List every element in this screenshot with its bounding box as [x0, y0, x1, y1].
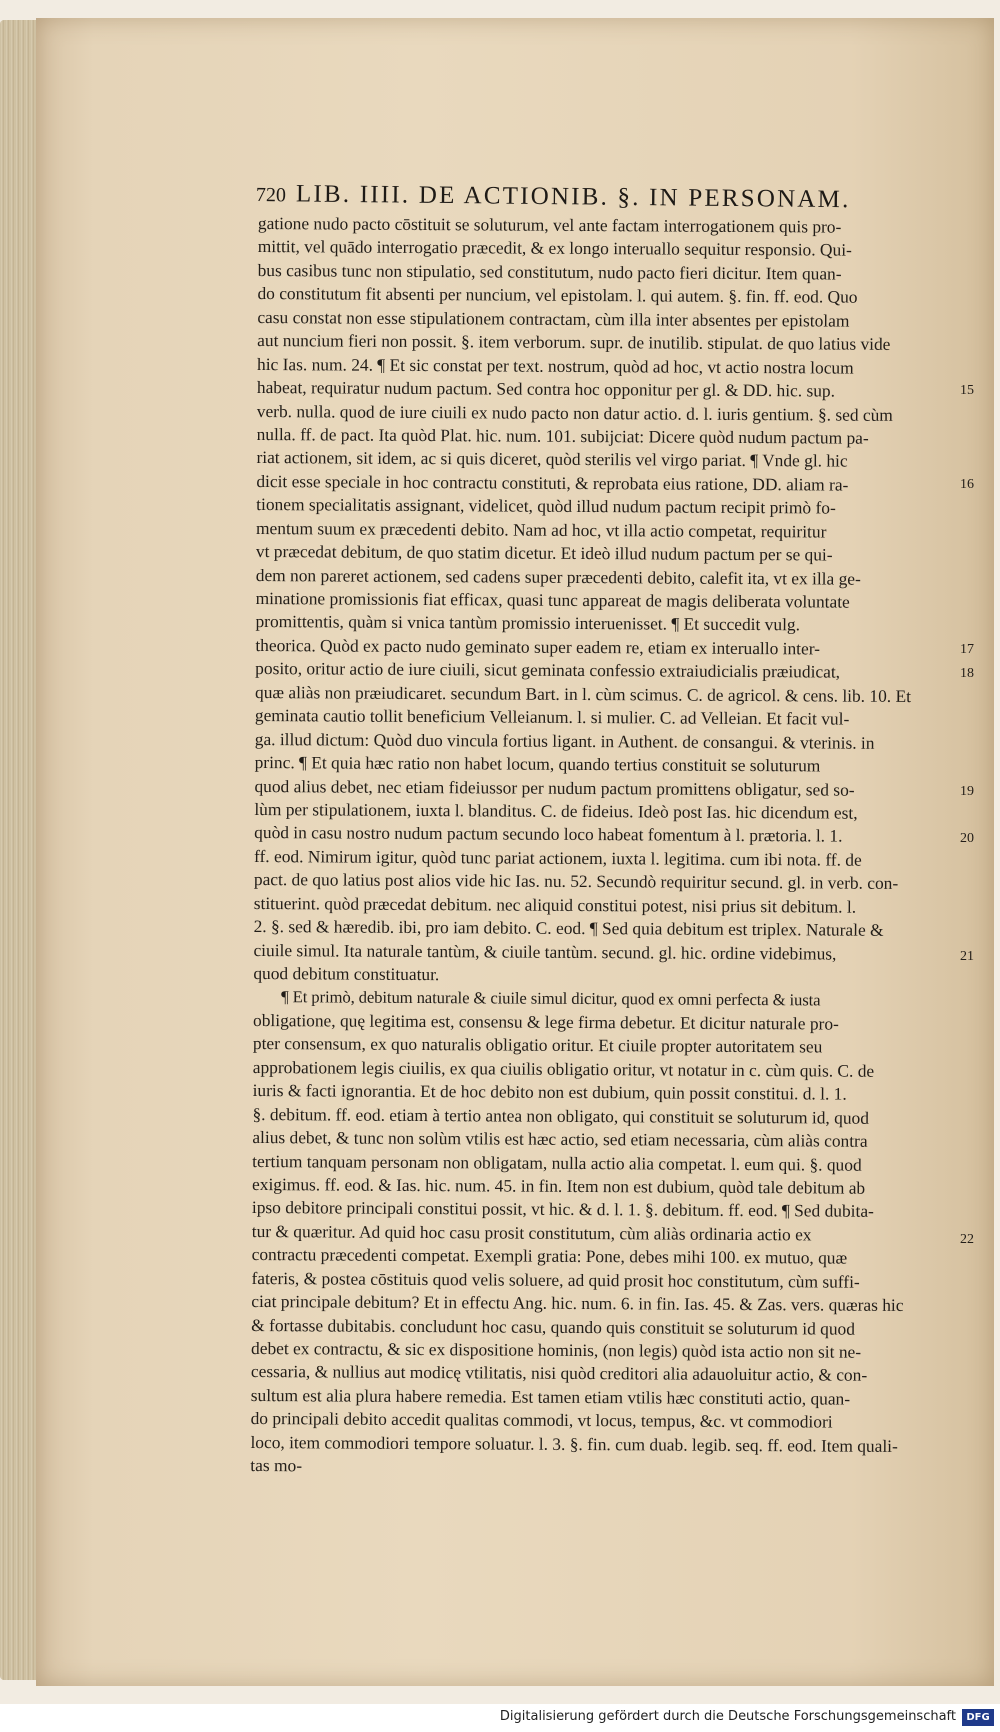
text-line: pact. de quo latius post alios vide hic Ias. nu. 52. Secundò requiritur secund. gl. in verb. con-: [253, 869, 899, 894]
text-line: tionem specialitatis assignant, videlicet, quòd illud nudum pactum recipit primò fo-: [256, 494, 836, 518]
text-line: ga. illud dictum: Quòd duo vincula fortius ligant. in Authent. de consangui. & vterinis. in: [254, 728, 875, 753]
text-line: gatione nudo pacto cōstituit se soluturum, vel ante factam interrogationem quis pro-: [257, 212, 842, 237]
text-line: lùm per stipulationem, iuxta l. blanditus. C. de fideius. Ideò post Ias. hic dicendum est,: [254, 798, 858, 823]
text-line: mittit, vel quādo interrogatio præcedit, & ex longo interuallo sequitur responsio. Qui-: [257, 236, 852, 261]
margin-number: 17: [960, 642, 974, 658]
text-line: cessaria, & nullius aut modicę vtilitatis, nisi quòd creditori alia adauoluitur actio, & con-: [250, 1361, 868, 1386]
dfg-logo: DFG: [962, 1709, 994, 1726]
running-title: LIB. IIII. DE ACTIONIB. §. IN PERSONAM.: [295, 180, 851, 214]
text-line: ipso debitore principali constitui possit, vt hic. & d. l. 1. §. debitum. ff. eod. ¶ Sed dubita-: [251, 1197, 874, 1222]
text-line: riat actionem, sit idem, ac si quis diceret, quòd sterilis vel virgo pariat. ¶ Vnde gl. hic: [256, 447, 848, 471]
text-line: debet ex contractu, & sic ex dispositione hominis, (non legis) quòd ista actio non sit ne-: [250, 1337, 862, 1362]
text-line: theorica. Quòd ex pacto nudo geminato super eadem re, etiam ex interuallo inter-: [255, 634, 821, 659]
text-line: nulla. ff. de pact. Ita quòd Plat. hic. num. 101. subijciat: Dicere quòd nudum pactum pa-: [256, 423, 869, 448]
text-line: habeat, requiratur nudum pactum. Sed contra hoc opponitur per gl. & DD. hic. sup.: [256, 377, 836, 401]
text-line: dem non pareret actionem, sed cadens super præcedenti debito, calefit ita, vt ex illa ge-: [255, 564, 861, 589]
text-line: approbationem legis ciuilis, ex qua ciuilis obligatio oritur, vt notatur in c. cùm quis. C. de: [252, 1056, 875, 1081]
text-line: ff. eod. Nimirum igitur, quòd tunc pariat actionem, iuxta l. legitima. cum ibi nota. ff. de: [254, 845, 862, 870]
text-line: stituerint. quòd præcedat debitum. nec aliquid constitui potest, nisi prius sit debitum. l.: [253, 892, 857, 917]
text-line: geminata cautio tollit beneficium Velleianum. l. si mulier. C. ad Velleian. Et facit vul-: [254, 705, 850, 729]
margin-number: 20: [960, 830, 974, 846]
text-line: posito, oritur actio de iure ciuili, sicut geminata confessio extraiudicialis præiudicat,: [255, 658, 841, 682]
text-line: tas mo-: [250, 1455, 303, 1476]
text-line: princ. ¶ Et quia hæc ratio non habet locum, quando tertius constituit se soluturum: [254, 752, 821, 776]
footer-bar: [0, 1704, 1000, 1732]
text-line: mentum suum ex præcedenti debito. Nam ad hoc, vt illa actio competat, requiritur: [256, 517, 827, 542]
margin-number: 22: [960, 1231, 974, 1247]
text-line: pter consensum, ex quo naturalis obligatio oritur. Et ciuile propter autoritatem seu: [252, 1033, 823, 1057]
text-line: sultum est alia plura habere remedia. Est tamen etiam vtilis hæc constituti actio, quan-: [250, 1384, 851, 1409]
margin-number: 21: [960, 948, 974, 964]
margin-number: 16: [960, 477, 974, 493]
margin-number: 18: [960, 665, 974, 681]
text-line: iuris & facti ignorantia. Et de hoc debito non est dubium, quin possit constitui. d. l. 1.: [252, 1080, 847, 1104]
margin-number: 15: [960, 382, 974, 398]
text-line: contractu præcedenti competat. Exempli gratia: Pone, debes mihi 100. ex mutuo, quæ: [251, 1244, 848, 1268]
text-line: quod alius debet, nec etiam fideiussor per nudum pactum promittens obligatur, sed so-: [254, 775, 855, 800]
text-line: quod debitum constituatur.: [253, 962, 440, 985]
text-line: loco, item commodiori tempore soluatur. l. 3. §. fin. cum duab. legib. seq. ff. eod. Item quali-: [250, 1431, 898, 1456]
text-line: verb. nulla. quod de iure ciuili ex nudo pacto non datur actio. d. l. iuris gentium. §. sed cùm: [256, 400, 893, 425]
text-line: exigimus. ff. eod. & Ias. hic. num. 45. in fin. Item non est dubium, quòd tale debitum ab: [252, 1173, 866, 1198]
body-text: [250, 212, 958, 1482]
text-line: ciat principale debitum? Et in effectu Ang. hic. num. 6. in fin. Ias. 45. & Zas. vers. quæras hic: [251, 1291, 904, 1316]
text-line: quòd in casu nostro nudum pactum secundo loco habeat fomentum à l. prætoria. l. 1.: [254, 822, 843, 846]
text-line: ciuile simul. Ita naturale tantùm, & ciuile tantùm. secund. gl. hic. ordine videbimus,: [253, 939, 837, 964]
text-line: hic Ias. num. 24. ¶ Et sic constat per text. nostrum, quòd ad hoc, vt actio nostra locum: [257, 353, 854, 378]
text-line: aut nuncium fieri non possit. §. item verborum. supr. de inutilib. stipulat. de quo latius vide: [257, 330, 891, 355]
text-line: casu constat non esse stipulationem contractam, cùm illa inter absentes per epistolam: [257, 306, 850, 331]
text-line: promittentis, quàm si vnica tantùm promissio interuenisset. ¶ Et succedit vulg.: [255, 611, 801, 635]
text-line: vt præcedat debitum, de quo statim dicetur. Et ideò illud nudum pactum per se qui-: [255, 541, 833, 565]
text-line: ¶ Et primò, debitum naturale & ciuile simul dicitur, quod ex omni perfecta & iusta: [281, 987, 821, 1010]
text-line: do constitutum fit absenti per nuncium, vel epistolam. l. qui autem. §. fin. ff. eod. Quo: [257, 283, 858, 307]
page-number: 720: [255, 184, 287, 207]
text-line: fateris, & postea cōstituis quod velis soluere, ad quid prosit hoc constitutum, cùm suffi-: [251, 1267, 860, 1292]
text-line: & fortasse dubitabis. concludunt hoc casu, quando quis constituit se soluturum id quod: [251, 1314, 856, 1339]
margin-numbers: [960, 212, 994, 1512]
text-line: tur & quæritur. Ad quid hoc casu prosit constitutum, cùm aliàs ordinaria actio ex: [251, 1220, 812, 1245]
text-line: alius debet, & tunc non solùm vtilis est hæc actio, sed etiam necessaria, cùm aliàs contra: [252, 1127, 868, 1151]
text-line: quæ aliàs non præiudicaret. secundum Bart. in l. cùm scimus. C. de agricol. & cens. lib. 10. Et: [255, 681, 912, 706]
footer-credit: Digitalisierung gefördert durch die Deutsche Forschungsgemeinschaft: [499, 1709, 956, 1724]
margin-number: 19: [960, 783, 974, 799]
book-page-edges: [0, 20, 40, 1680]
text-line: 2. §. sed & hæredib. ibi, pro iam debito. C. eod. ¶ Sed quia debitum est triplex. Naturale &: [253, 916, 884, 940]
text-line: §. debitum. ff. eod. etiam à tertio antea non obligato, qui constituit se soluturum id, quod: [252, 1103, 870, 1128]
text-line: tertium tanquam personam non obligatam, nulla actio alia competat. l. eum qui. §. quod: [252, 1150, 862, 1175]
text-line: dicit esse speciale in hoc contractu constituti, & reprobata eius ratione, DD. aliam ra-: [256, 470, 849, 495]
text-line: obligatione, quę legitima est, consensu & lege firma debetur. Et dicitur naturale pro-: [253, 1009, 839, 1034]
text-line: do principali debito accedit qualitas commodi, vt locus, tempus, &c. vt commodiori: [250, 1408, 833, 1432]
text-line: minatione promissionis fiat efficax, quasi tunc appareat de magis deliberata voluntate: [255, 587, 850, 612]
text-line: bus casibus tunc non stipulatio, sed constitutum, nudo pacto fieri dicitur. Item quan-: [257, 259, 842, 284]
